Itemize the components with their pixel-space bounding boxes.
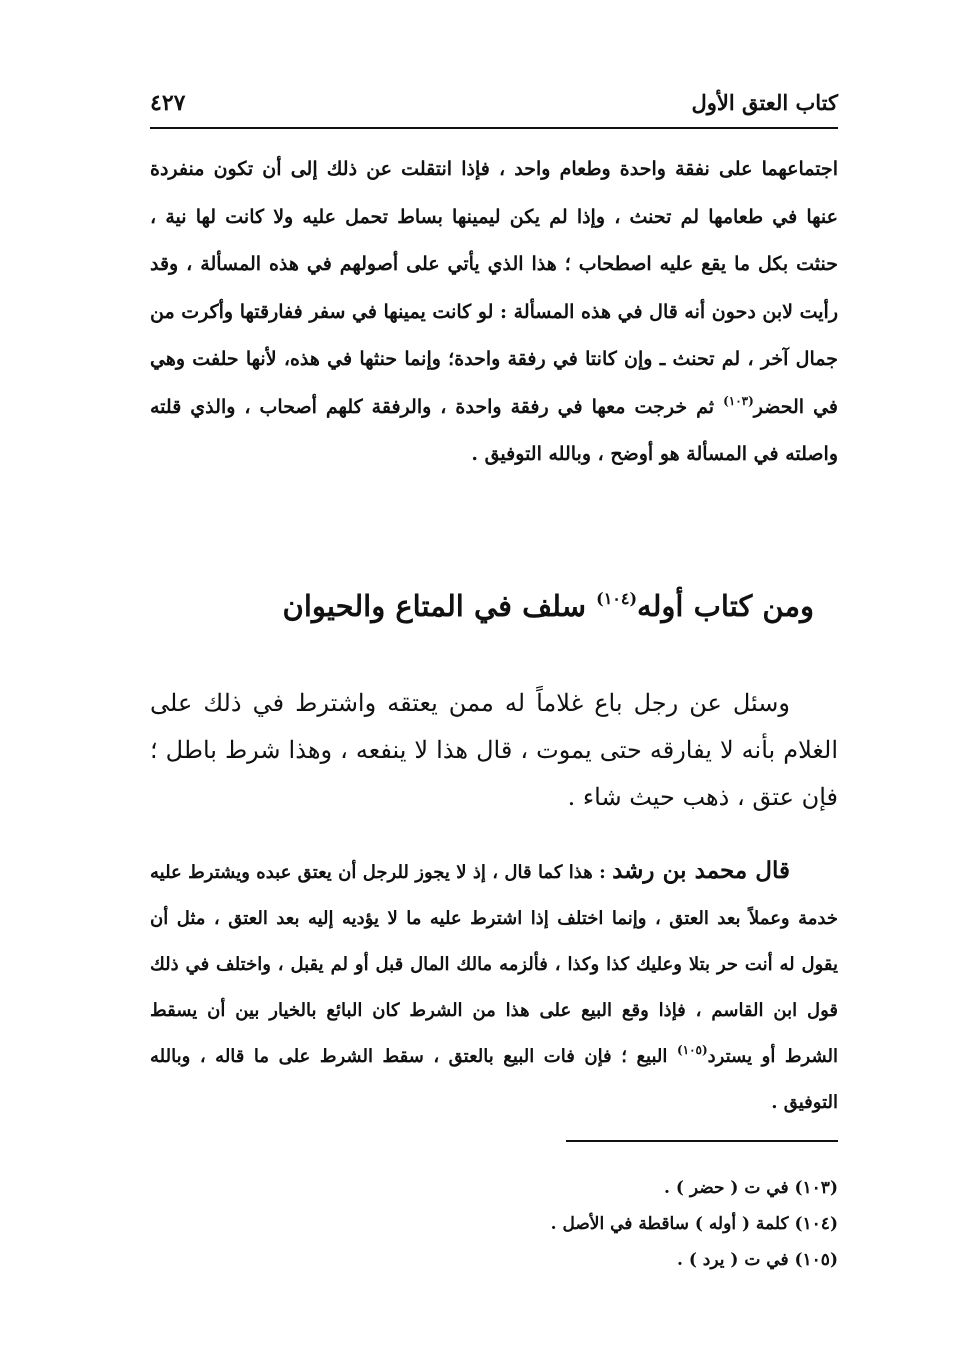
footnote-104: (١٠٤) كلمة ( أوله ) ساقطة في الأصل . (550, 1214, 838, 1234)
paragraph-2 (150, 680, 838, 821)
section-heading (150, 582, 814, 630)
speaker-name: قال محمد بن رشد (612, 857, 790, 884)
footnote-103: (١٠٣) في ت ( حضر ) . (664, 1178, 838, 1198)
running-header (150, 86, 838, 126)
footnote-ref-105[interactable]: (١٠٥) (676, 1043, 708, 1057)
footnote-105: (١٠٥) في ت ( يرد ) . (677, 1250, 838, 1270)
book-title: كتاب العتق الأول (691, 90, 838, 115)
header-divider (150, 127, 838, 129)
section-heading-text-b: سلف في المتاع والحيوان (282, 589, 597, 623)
paragraph-3 (150, 848, 838, 1126)
paragraph-1-text-b: ثم خرجت معها في رفقة واحدة ، والرفقة كلهم أصحاب ، والذي قلته واصلته في المسألة هو أوضح ، وبالله التوفيق . (150, 395, 838, 465)
page-number: ٤٢٧ (150, 90, 186, 116)
paragraph-1 (150, 146, 838, 479)
section-heading-text-a: ومن كتاب أوله (637, 589, 814, 623)
paragraph-3-text-b: البيع ؛ فإن فات البيع بالعتق ، سقط الشرط على ما قاله ، وبالله التوفيق . (150, 1046, 838, 1113)
footnote-ref-103[interactable]: (١٠٣) (723, 393, 754, 408)
footnotes (150, 1170, 838, 1278)
footnote-ref-104[interactable]: (١٠٤) (596, 589, 638, 608)
footnote-divider (566, 1140, 838, 1142)
paragraph-3-text-a: : هذا كما قال ، إذ لا يجوز للرجل أن يعتق عبده ويشترط عليه خدمة وعملاً بعد العتق ، وإنما اختلف إذا اشترط عليه ما لا يؤديه إليه بعد العتق ، مثل أن يقول له أنت حر بتلا وعليك كذا وكذا ، فألزمه مالك المال قبل أو لم يقبل ، واختلف في ذلك قول ابن القاسم ، فإذا وقع البيع على هذا من الشرط كان البائع بالخيار بين أن يسقط الشرط أو يسترد (150, 862, 838, 1067)
paragraph-2-text: وسئل عن رجل باع غلاماً له ممن يعتقه واشترط في ذلك على الغلام بأنه لا يفارقه حتى يموت ، قال هذا لا ينفعه ، وهذا شرط باطل ؛ فإن عتق ، ذهب حيث شاء . (150, 689, 838, 811)
paragraph-1-text-a: اجتماعهما على نفقة واحدة وطعام واحد ، فإذا انتقلت عن ذلك إلى أن تكون منفردة عنها في طعامها لم تحنث ، وإذا لم يكن ليمينها بساط تحمل عليه ولا كانت لها نية ، حنثت بكل ما يقع عليه اصطحاب ؛ هذا الذي يأتي على أصولهم في هذه المسألة ، وقد رأيت لابن دحون أنه قال في هذه المسألة : لو كانت يمينها في سفر ففارقتها وأكرت من جمال آخر ، لم تحنث ـ وإن كانتا في رفقة واحدة؛ وإنما حنثها في هذه، لأنها حلفت وهي في الحضر (149, 158, 839, 418)
